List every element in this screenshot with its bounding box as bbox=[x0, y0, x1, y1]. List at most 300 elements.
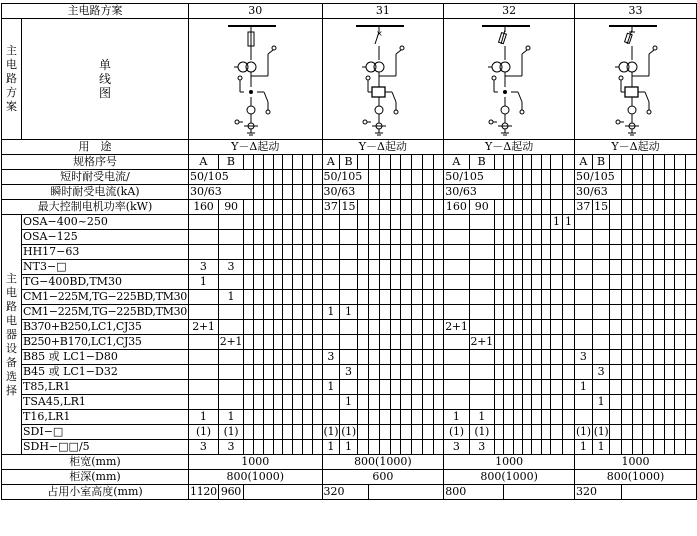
component-qty bbox=[575, 365, 593, 380]
empty-cell bbox=[513, 185, 522, 200]
component-qty bbox=[218, 275, 243, 290]
component-qty bbox=[541, 230, 550, 245]
component-qty bbox=[293, 380, 303, 395]
component-qty: 1 bbox=[592, 395, 610, 410]
component-qty bbox=[433, 290, 444, 305]
component-qty bbox=[253, 215, 263, 230]
vertical-label-char: 主 bbox=[6, 44, 17, 57]
component-qty bbox=[401, 260, 412, 275]
component-qty bbox=[444, 290, 469, 305]
empty-cell bbox=[551, 185, 563, 200]
component-qty bbox=[263, 245, 273, 260]
component-row bbox=[2, 335, 697, 350]
component-qty bbox=[653, 380, 664, 395]
component-qty bbox=[433, 335, 444, 350]
component-qty bbox=[610, 365, 622, 380]
component-qty bbox=[686, 425, 697, 440]
usage-value: Y－Δ起动 bbox=[189, 140, 323, 155]
component-qty bbox=[664, 215, 675, 230]
component-name: B85 或 LC1−D80 bbox=[22, 350, 189, 365]
component-qty bbox=[643, 380, 654, 395]
component-qty bbox=[253, 440, 263, 455]
component-qty bbox=[218, 380, 243, 395]
component-qty bbox=[380, 425, 391, 440]
component-qty bbox=[653, 290, 664, 305]
component-qty bbox=[551, 245, 563, 260]
scheme-number: 33 bbox=[575, 4, 697, 19]
component-qty bbox=[513, 410, 522, 425]
component-qty bbox=[575, 275, 593, 290]
component-qty bbox=[522, 335, 531, 350]
component-qty: (1) bbox=[341, 425, 356, 438]
component-name: T85,LR1 bbox=[22, 380, 189, 395]
component-qty bbox=[610, 440, 622, 455]
component-qty bbox=[273, 305, 283, 320]
component-qty bbox=[312, 425, 322, 440]
component-qty bbox=[541, 275, 550, 290]
component-qty bbox=[263, 440, 273, 455]
cabinet-width-label: 柜宽(mm) bbox=[2, 455, 189, 470]
empty-cell bbox=[412, 185, 423, 200]
component-qty bbox=[469, 320, 494, 335]
empty-cell bbox=[664, 170, 675, 185]
room-height-value: 320 bbox=[322, 485, 369, 500]
cabinet-depth-row bbox=[2, 470, 697, 485]
component-qty bbox=[513, 350, 522, 365]
spec-cell bbox=[263, 155, 273, 170]
component-qty bbox=[563, 305, 575, 320]
single-line-diagram-icon bbox=[210, 20, 300, 138]
component-qty bbox=[433, 380, 444, 395]
component-qty bbox=[513, 230, 522, 245]
component-qty bbox=[189, 335, 219, 350]
component-qty bbox=[494, 395, 503, 410]
spec-cell bbox=[273, 155, 283, 170]
component-qty bbox=[283, 305, 293, 320]
component-qty bbox=[253, 410, 263, 425]
component-qty bbox=[664, 410, 675, 425]
component-qty bbox=[551, 425, 563, 440]
component-qty bbox=[357, 305, 369, 320]
empty-cell bbox=[293, 170, 303, 185]
component-qty bbox=[244, 260, 254, 275]
component-qty bbox=[643, 290, 654, 305]
component-qty bbox=[263, 410, 273, 425]
component-qty: 1 bbox=[189, 410, 219, 425]
component-qty: 1 bbox=[340, 440, 358, 455]
spec-cell bbox=[412, 155, 423, 170]
power-cell bbox=[433, 200, 444, 215]
component-qty bbox=[283, 365, 293, 380]
empty-cell bbox=[263, 170, 273, 185]
component-qty: (1) bbox=[469, 425, 494, 440]
component-qty bbox=[494, 230, 503, 245]
component-row bbox=[2, 305, 697, 320]
component-qty bbox=[302, 410, 312, 425]
component-qty: (1) bbox=[444, 425, 469, 440]
vertical-label-char: 案 bbox=[6, 100, 17, 113]
component-qty bbox=[293, 410, 303, 425]
component-qty bbox=[253, 320, 263, 335]
component-qty bbox=[244, 245, 254, 260]
component-qty bbox=[541, 215, 550, 230]
component-qty bbox=[412, 230, 423, 245]
component-qty bbox=[380, 365, 391, 380]
component-qty bbox=[322, 410, 340, 425]
component-row bbox=[2, 290, 697, 305]
component-qty bbox=[664, 380, 675, 395]
component-qty bbox=[551, 440, 563, 455]
component-qty bbox=[244, 380, 254, 395]
component-qty bbox=[686, 335, 697, 350]
component-qty bbox=[653, 350, 664, 365]
empty-cell bbox=[522, 170, 531, 185]
component-qty bbox=[253, 230, 263, 245]
component-qty bbox=[551, 410, 563, 425]
component-qty: 1 bbox=[551, 215, 563, 230]
component-qty bbox=[302, 260, 312, 275]
component-qty bbox=[357, 425, 369, 440]
component-qty bbox=[632, 425, 643, 440]
component-qty bbox=[422, 230, 433, 245]
component-qty bbox=[513, 320, 522, 335]
scheme-number: 32 bbox=[444, 4, 575, 19]
component-qty bbox=[686, 215, 697, 230]
component-qty bbox=[401, 395, 412, 410]
component-qty bbox=[401, 305, 412, 320]
component-qty bbox=[592, 380, 610, 395]
component-qty bbox=[592, 305, 610, 320]
spec-cell bbox=[312, 155, 322, 170]
component-qty bbox=[312, 395, 322, 410]
component-row bbox=[2, 260, 697, 275]
component-qty bbox=[357, 275, 369, 290]
component-qty bbox=[621, 230, 632, 245]
component-qty bbox=[340, 290, 358, 305]
usage-value: Y－Δ起动 bbox=[575, 140, 697, 155]
component-qty bbox=[357, 395, 369, 410]
component-qty: 1 bbox=[322, 305, 340, 320]
component-qty: 1 bbox=[189, 275, 219, 290]
component-qty bbox=[522, 245, 531, 260]
component-qty bbox=[322, 290, 340, 305]
component-qty bbox=[189, 290, 219, 305]
empty-cell bbox=[422, 170, 433, 185]
component-qty bbox=[541, 440, 550, 455]
component-qty bbox=[390, 410, 401, 425]
component-qty bbox=[283, 245, 293, 260]
component-qty bbox=[380, 305, 391, 320]
component-qty bbox=[575, 305, 593, 320]
room-height-row bbox=[2, 485, 697, 500]
component-qty bbox=[575, 320, 593, 335]
spec-cell bbox=[253, 155, 263, 170]
component-qty bbox=[494, 215, 503, 230]
cabinet-depth-value: 800(1000) bbox=[575, 470, 697, 485]
component-qty bbox=[675, 410, 686, 425]
empty-cell bbox=[532, 185, 541, 200]
component-qty bbox=[653, 230, 664, 245]
component-qty bbox=[532, 425, 541, 440]
component-qty bbox=[563, 380, 575, 395]
component-qty bbox=[283, 350, 293, 365]
component-qty bbox=[575, 335, 593, 350]
component-qty bbox=[643, 215, 654, 230]
power-row bbox=[2, 200, 697, 215]
component-qty bbox=[541, 335, 550, 350]
component-row bbox=[2, 410, 697, 425]
component-qty bbox=[293, 230, 303, 245]
spec-cell bbox=[401, 155, 412, 170]
spec-cell: A bbox=[444, 155, 469, 170]
power-cell bbox=[494, 200, 503, 215]
component-qty bbox=[390, 335, 401, 350]
component-qty bbox=[273, 365, 283, 380]
empty-cell bbox=[541, 170, 550, 185]
component-qty bbox=[513, 290, 522, 305]
power-cell bbox=[412, 200, 423, 215]
component-qty bbox=[283, 395, 293, 410]
component-qty bbox=[632, 440, 643, 455]
component-qty bbox=[322, 365, 340, 380]
component-qty bbox=[263, 395, 273, 410]
component-qty bbox=[244, 275, 254, 290]
component-row bbox=[2, 245, 697, 260]
component-qty bbox=[322, 245, 340, 260]
component-qty bbox=[390, 425, 401, 440]
component-qty bbox=[433, 350, 444, 365]
side-label-scheme bbox=[2, 19, 22, 140]
component-qty bbox=[369, 335, 380, 350]
component-qty bbox=[422, 275, 433, 290]
component-qty bbox=[504, 305, 513, 320]
component-qty bbox=[401, 350, 412, 365]
empty-cell bbox=[312, 170, 322, 185]
component-qty bbox=[357, 410, 369, 425]
component-qty bbox=[322, 275, 340, 290]
component-qty bbox=[390, 320, 401, 335]
empty-cell bbox=[621, 485, 696, 500]
component-qty bbox=[610, 335, 622, 350]
component-qty bbox=[189, 245, 219, 260]
component-row bbox=[2, 230, 697, 245]
component-qty bbox=[244, 395, 254, 410]
component-qty bbox=[422, 290, 433, 305]
empty-cell bbox=[263, 185, 273, 200]
empty-cell bbox=[283, 185, 293, 200]
component-qty bbox=[632, 260, 643, 275]
component-qty bbox=[390, 275, 401, 290]
component-qty bbox=[422, 335, 433, 350]
empty-cell bbox=[563, 170, 575, 185]
component-qty bbox=[390, 305, 401, 320]
component-qty bbox=[541, 395, 550, 410]
component-row bbox=[2, 440, 697, 455]
vertical-label-char: 方 bbox=[6, 86, 17, 99]
component-qty bbox=[494, 380, 503, 395]
empty-cell bbox=[664, 185, 675, 200]
component-qty bbox=[522, 290, 531, 305]
component-qty bbox=[444, 215, 469, 230]
component-qty bbox=[563, 410, 575, 425]
empty-cell bbox=[369, 170, 380, 185]
component-qty bbox=[522, 320, 531, 335]
component-row bbox=[2, 395, 697, 410]
component-qty bbox=[664, 320, 675, 335]
component-qty bbox=[390, 380, 401, 395]
component-qty bbox=[283, 260, 293, 275]
component-qty bbox=[664, 440, 675, 455]
component-qty bbox=[293, 425, 303, 440]
component-qty bbox=[504, 425, 513, 440]
component-qty bbox=[263, 380, 273, 395]
component-qty bbox=[412, 260, 423, 275]
component-qty bbox=[433, 410, 444, 425]
spec-cell: B bbox=[469, 155, 494, 170]
component-qty bbox=[293, 305, 303, 320]
component-qty bbox=[380, 245, 391, 260]
component-qty bbox=[551, 365, 563, 380]
component-qty bbox=[312, 305, 322, 320]
component-qty bbox=[302, 215, 312, 230]
component-qty bbox=[357, 215, 369, 230]
component-qty bbox=[664, 305, 675, 320]
component-qty bbox=[632, 335, 643, 350]
component-qty bbox=[369, 320, 380, 335]
component-qty bbox=[433, 260, 444, 275]
single-line-diagram-4 bbox=[575, 19, 697, 140]
scheme-number: 31 bbox=[322, 4, 444, 19]
component-qty bbox=[686, 275, 697, 290]
power-cell bbox=[632, 200, 643, 215]
component-qty bbox=[532, 305, 541, 320]
component-qty bbox=[369, 380, 380, 395]
component-qty bbox=[469, 350, 494, 365]
scheme-label-cell: 主电路方案 bbox=[2, 4, 189, 19]
component-qty bbox=[322, 395, 340, 410]
component-qty bbox=[563, 365, 575, 380]
component-qty bbox=[563, 395, 575, 410]
component-qty bbox=[563, 275, 575, 290]
component-qty bbox=[433, 425, 444, 440]
component-qty bbox=[293, 350, 303, 365]
component-qty bbox=[253, 365, 263, 380]
component-qty: 3 bbox=[218, 440, 243, 455]
main-circuit-scheme-table bbox=[1, 3, 697, 500]
component-qty bbox=[643, 230, 654, 245]
component-qty bbox=[422, 410, 433, 425]
peak-current-value: 30/63 bbox=[189, 185, 254, 200]
component-row bbox=[2, 425, 697, 440]
component-qty bbox=[522, 230, 531, 245]
component-qty bbox=[532, 260, 541, 275]
power-cell: 15 bbox=[341, 200, 356, 213]
component-qty bbox=[422, 440, 433, 455]
empty-cell bbox=[653, 170, 664, 185]
spec-cell bbox=[283, 155, 293, 170]
component-qty bbox=[522, 365, 531, 380]
component-qty bbox=[369, 215, 380, 230]
component-qty bbox=[312, 380, 322, 395]
spec-cell bbox=[494, 155, 503, 170]
spec-cell: B bbox=[592, 155, 610, 170]
component-qty bbox=[575, 260, 593, 275]
component-qty bbox=[401, 425, 412, 440]
component-qty bbox=[621, 290, 632, 305]
component-qty: 2+1 bbox=[445, 320, 468, 333]
component-qty: 3 bbox=[340, 365, 358, 380]
component-qty bbox=[686, 260, 697, 275]
header-row bbox=[2, 4, 697, 19]
single-line-diagram-1 bbox=[189, 19, 323, 140]
component-qty bbox=[686, 380, 697, 395]
component-qty bbox=[643, 260, 654, 275]
empty-cell bbox=[369, 485, 444, 500]
component-qty bbox=[273, 245, 283, 260]
component-qty: 3 bbox=[592, 365, 610, 380]
spec-cell: A bbox=[189, 155, 219, 170]
component-qty bbox=[513, 365, 522, 380]
component-qty bbox=[653, 215, 664, 230]
component-qty bbox=[357, 380, 369, 395]
component-qty bbox=[621, 365, 632, 380]
component-qty bbox=[469, 365, 494, 380]
empty-cell bbox=[273, 170, 283, 185]
component-qty bbox=[532, 290, 541, 305]
component-qty bbox=[253, 260, 263, 275]
component-qty bbox=[541, 320, 550, 335]
component-qty: 1 bbox=[322, 440, 340, 455]
component-qty: 1 bbox=[340, 395, 358, 410]
component-qty bbox=[504, 350, 513, 365]
component-qty bbox=[551, 350, 563, 365]
component-qty bbox=[686, 365, 697, 380]
component-qty bbox=[664, 350, 675, 365]
component-qty bbox=[293, 275, 303, 290]
power-cell: 37 bbox=[323, 200, 338, 213]
component-qty bbox=[218, 305, 243, 320]
component-qty bbox=[273, 440, 283, 455]
vertical-label-char: 备 bbox=[6, 355, 17, 369]
component-qty bbox=[312, 335, 322, 350]
component-qty bbox=[390, 395, 401, 410]
component-qty bbox=[322, 260, 340, 275]
component-qty bbox=[610, 380, 622, 395]
component-qty bbox=[312, 440, 322, 455]
component-qty bbox=[357, 290, 369, 305]
empty-cell bbox=[675, 185, 686, 200]
component-qty bbox=[283, 215, 293, 230]
component-qty bbox=[621, 425, 632, 440]
component-qty bbox=[610, 410, 622, 425]
component-qty bbox=[189, 395, 219, 410]
component-qty bbox=[532, 395, 541, 410]
component-qty bbox=[357, 440, 369, 455]
component-qty bbox=[541, 290, 550, 305]
component-qty bbox=[412, 380, 423, 395]
power-cell bbox=[504, 200, 513, 215]
component-qty bbox=[532, 440, 541, 455]
component-qty bbox=[218, 350, 243, 365]
component-qty bbox=[675, 305, 686, 320]
component-qty: 2+1 bbox=[219, 335, 243, 348]
cabinet-width-row bbox=[2, 455, 697, 470]
diagram-row bbox=[2, 19, 697, 140]
component-qty bbox=[340, 380, 358, 395]
component-qty bbox=[504, 215, 513, 230]
component-qty bbox=[541, 380, 550, 395]
component-qty bbox=[302, 425, 312, 440]
